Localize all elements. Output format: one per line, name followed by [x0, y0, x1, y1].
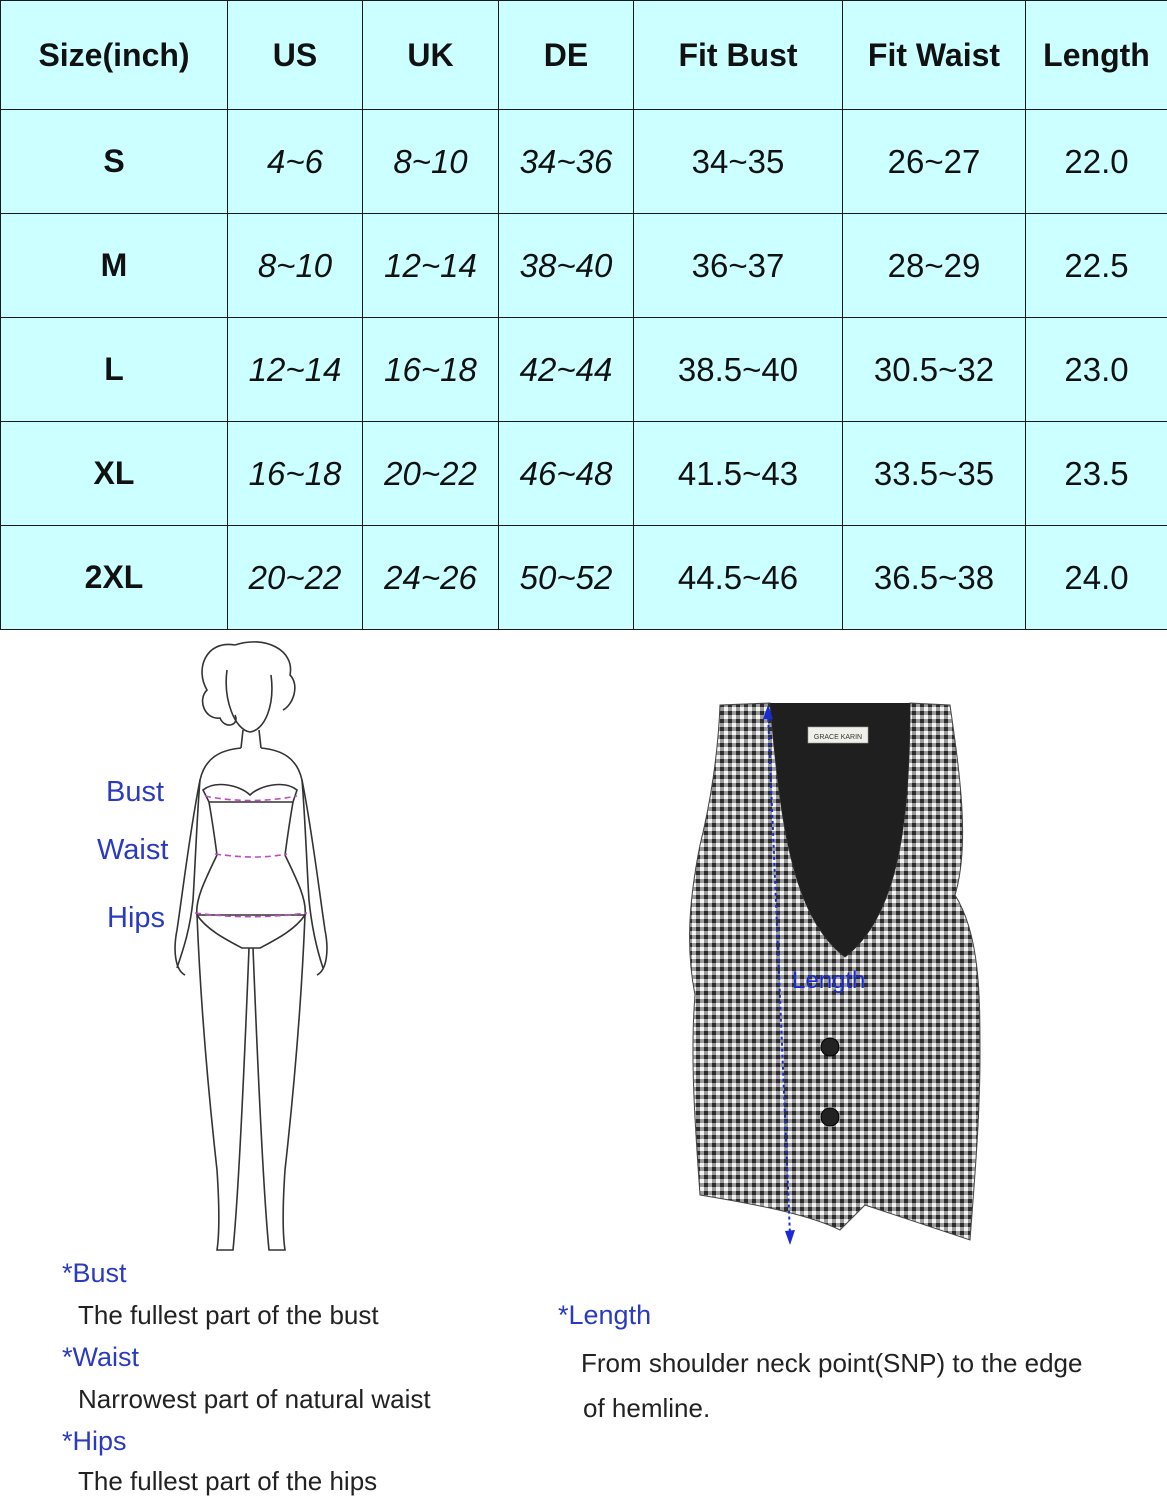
- length-cell: 24.0: [1026, 526, 1167, 630]
- de-cell: 50~52: [499, 526, 634, 630]
- header-fit-bust: Fit Bust: [634, 1, 843, 110]
- uk-cell: 20~22: [363, 422, 499, 526]
- size-chart-table: [0, 0, 1167, 630]
- table-row: [1, 318, 1167, 422]
- fit-waist-cell: 30.5~32: [843, 318, 1026, 422]
- hips-label: Hips: [107, 902, 166, 934]
- table-row: [1, 214, 1167, 318]
- length-cell: 22.0: [1026, 110, 1167, 214]
- vest-button: [821, 1108, 839, 1126]
- length-cell: 22.5: [1026, 214, 1167, 318]
- length-term: *Length: [558, 1300, 652, 1330]
- size-cell: 2XL: [1, 526, 228, 630]
- uk-cell: 24~26: [363, 526, 499, 630]
- length-arrow-label: Length: [792, 967, 866, 994]
- waist-label: Waist: [97, 834, 169, 866]
- de-cell: 38~40: [499, 214, 634, 318]
- bust-term: *Bust: [62, 1258, 127, 1288]
- fit-waist-cell: 28~29: [843, 214, 1026, 318]
- vest-button: [821, 1038, 839, 1056]
- fit-bust-cell: 41.5~43: [634, 422, 843, 526]
- size-cell: S: [1, 110, 228, 214]
- fit-bust-cell: 34~35: [634, 110, 843, 214]
- waist-desc: Narrowest part of natural waist: [78, 1384, 431, 1414]
- de-cell: 42~44: [499, 318, 634, 422]
- header-fit-waist: Fit Waist: [843, 1, 1026, 110]
- us-cell: 4~6: [228, 110, 363, 214]
- header-size: Size(inch): [1, 1, 228, 110]
- uk-cell: 16~18: [363, 318, 499, 422]
- table-header-row: [1, 1, 1167, 110]
- bust-desc: The fullest part of the bust: [78, 1300, 379, 1330]
- size-cell: XL: [1, 422, 228, 526]
- uk-cell: 12~14: [363, 214, 499, 318]
- us-cell: 8~10: [228, 214, 363, 318]
- length-desc-line2: of hemline.: [583, 1393, 711, 1423]
- de-cell: 34~36: [499, 110, 634, 214]
- hips-term: *Hips: [62, 1426, 127, 1456]
- vest-length-illustration: [680, 695, 990, 1255]
- us-cell: 12~14: [228, 318, 363, 422]
- hips-desc: The fullest part of the hips: [78, 1466, 378, 1496]
- bust-label: Bust: [106, 776, 165, 808]
- table-row: [1, 526, 1167, 630]
- us-cell: 16~18: [228, 422, 363, 526]
- de-cell: 46~48: [499, 422, 634, 526]
- fit-waist-cell: 33.5~35: [843, 422, 1026, 526]
- fit-waist-cell: 26~27: [843, 110, 1026, 214]
- size-cell: M: [1, 214, 228, 318]
- length-cell: 23.5: [1026, 422, 1167, 526]
- fit-bust-cell: 36~37: [634, 214, 843, 318]
- fit-bust-cell: 38.5~40: [634, 318, 843, 422]
- us-cell: 20~22: [228, 526, 363, 630]
- fit-waist-cell: 36.5~38: [843, 526, 1026, 630]
- waist-term: *Waist: [62, 1342, 140, 1372]
- table-row: [1, 422, 1167, 526]
- table-row: [1, 110, 1167, 214]
- size-cell: L: [1, 318, 228, 422]
- uk-cell: 8~10: [363, 110, 499, 214]
- header-length: Length: [1026, 1, 1167, 110]
- body-measurement-illustration: [165, 630, 335, 1260]
- header-us: US: [228, 1, 363, 110]
- fit-bust-cell: 44.5~46: [634, 526, 843, 630]
- header-uk: UK: [363, 1, 499, 110]
- brand-tag-text: GRACE KARIN: [813, 734, 863, 741]
- length-desc-line1: From shoulder neck point(SNP) to the edge: [581, 1348, 1083, 1378]
- length-cell: 23.0: [1026, 318, 1167, 422]
- header-de: DE: [499, 1, 634, 110]
